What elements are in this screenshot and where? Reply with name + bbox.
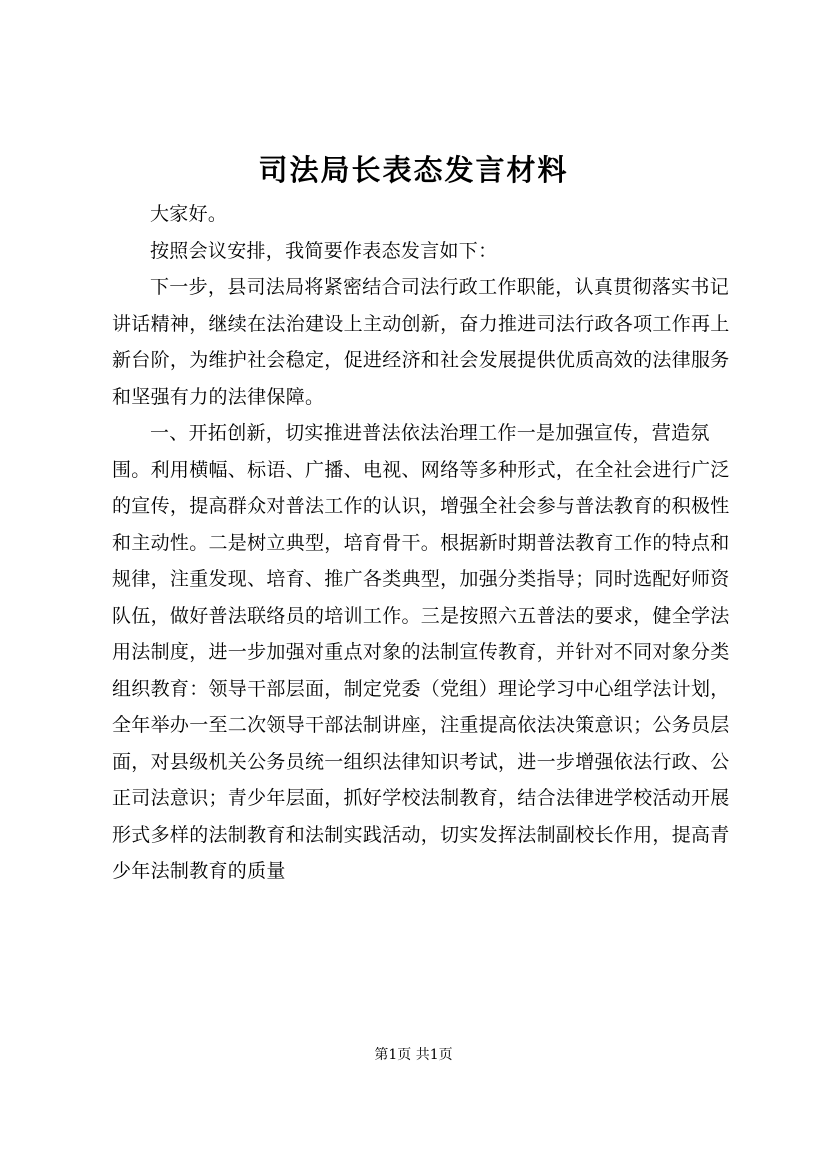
paragraph-greeting: 大家好。 — [150, 203, 228, 225]
document-title: 司法局长表态发言材料 — [258, 153, 569, 187]
paragraph-section-one: 一、开拓创新，切实推进普法依法治理工作一是加强宣传，营造氛围。利用横幅、标语、广播、电视、网络等多种形式，在全社会进行广泛的宣传，提高群众对普法工作的认识，增强全社会参与普法教育的积极性和主动性。二是树立典型，培育骨干。根据新时期普法教育工作的特点和规律，注重发现、培育、推广各类典型，加强分类指导；同时选配好师资队伍，做好普法联络员的培训工作。三是按照六五普法的要求，健全学法用法制度，进一步加强对重点对象的法制宣传教育，并针对不同对象分类组织教育：领导干部层面，制定党委（党组）理论学习中心组学法计划，全年举办一至二次领导干部法制讲座，注重提高依法决策意识；公务员层面，对县级机关公务员统一组织法律知识考试，进一步增强依法行政、公正司法意识；青少年层面，抓好学校法制教育，结合法律进学校活动开展形式多样的法制教育和法制实践活动，切实发挥法制副校长作用，提高青少年法制教育的质量 — [112, 422, 730, 882]
page-footer: 第1页 共1页 — [374, 1047, 453, 1063]
paragraph-intro: 按照会议安排，我简要作表态发言如下： — [150, 239, 498, 262]
paragraph-next-steps: 下一步，县司法局将紧密结合司法行政工作职能，认真贯彻落实书记讲话精神，继续在法治建设上主动创新，奋力推进司法行政各项工作再上新台阶，为维护社会稳定，促进经济和社会发展提供优质高效的法律服务和坚强有力的法律保障。 — [112, 276, 730, 408]
document-body — [112, 196, 740, 890]
